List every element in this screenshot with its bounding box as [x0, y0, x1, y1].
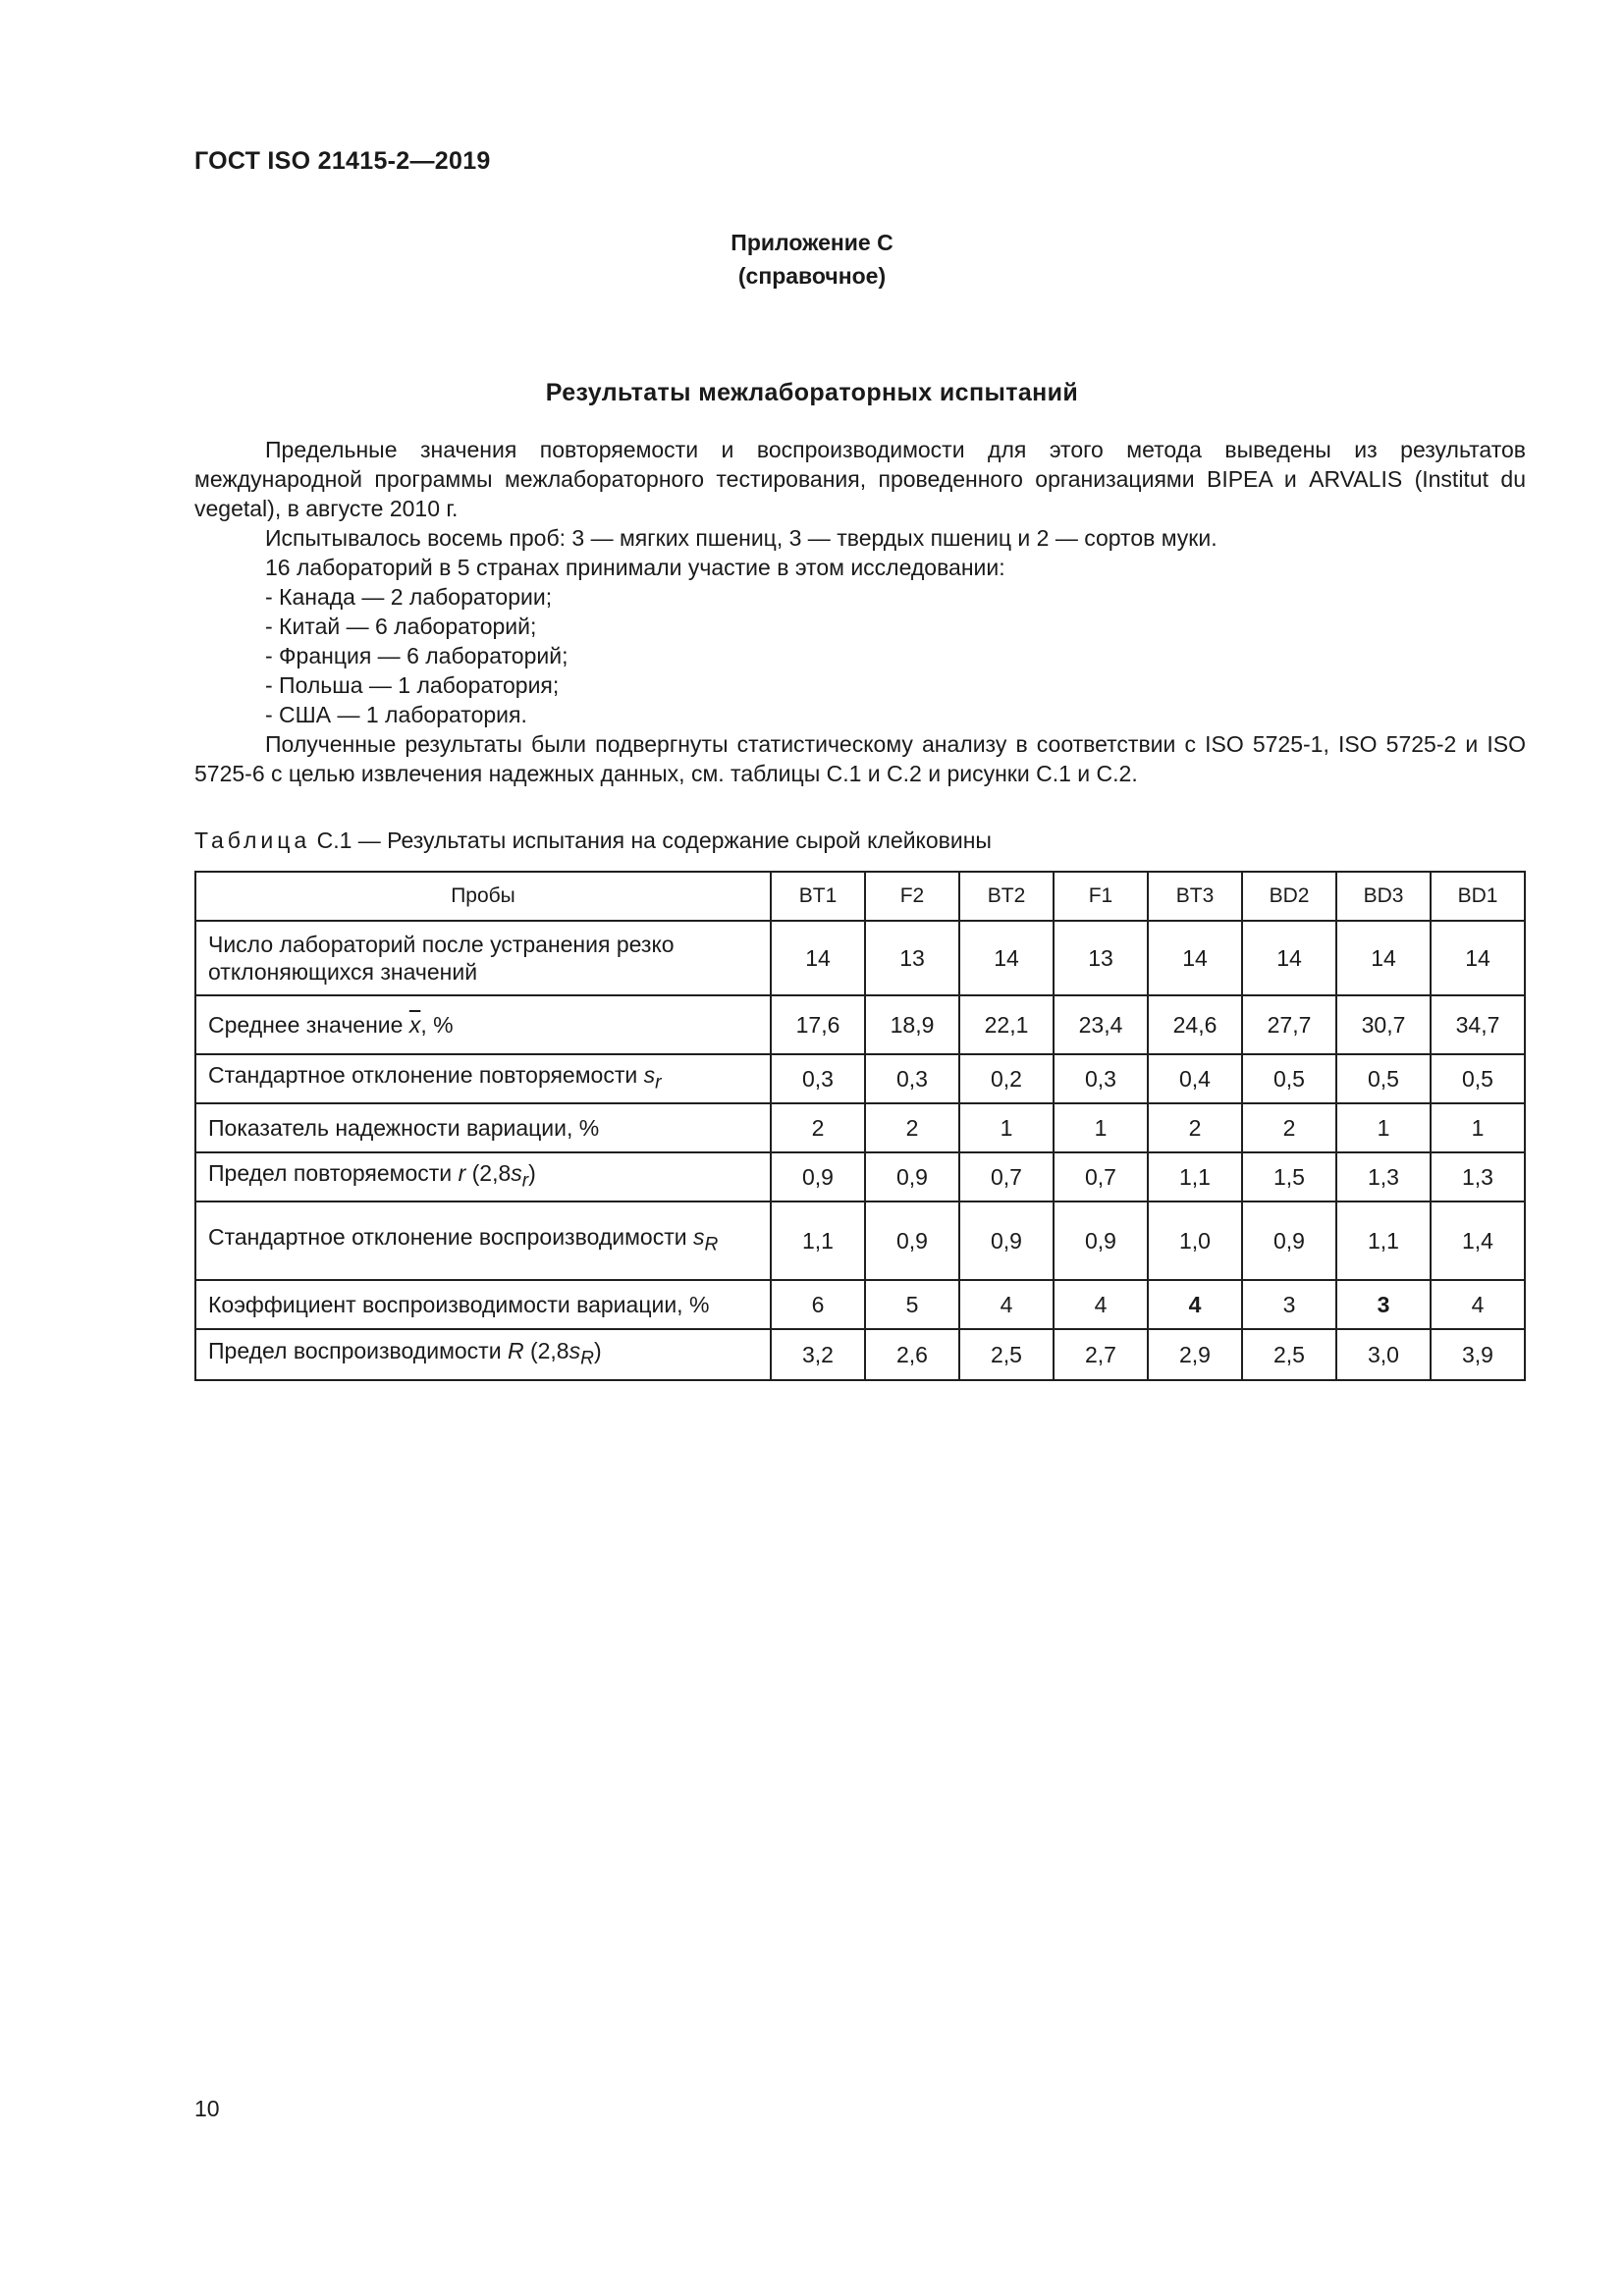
annex-label: Приложение С — [731, 230, 893, 255]
table-row — [195, 921, 1525, 995]
row-label-text: Стандартное отклонение повторяемости — [208, 1061, 644, 1088]
table-cell: 14 — [959, 921, 1054, 995]
table-row — [195, 1152, 1525, 1201]
row-label-suffix: ) — [528, 1159, 536, 1186]
table-cell: 4 — [959, 1280, 1054, 1329]
annex-heading — [0, 226, 1624, 293]
row-label: Показатель надежности вариации, % — [195, 1103, 771, 1152]
table-cell: 14 — [771, 921, 865, 995]
table-caption-text: С.1 — Результаты испытания на содержание сырой клейковины — [310, 828, 992, 853]
symbol: s — [511, 1159, 522, 1186]
table-cell: 1 — [1054, 1103, 1148, 1152]
table-cell: 23,4 — [1054, 995, 1148, 1054]
table-cell: 0,9 — [1054, 1201, 1148, 1280]
row-label-suffix: ) — [593, 1337, 602, 1363]
table-cell: 0,9 — [771, 1152, 865, 1201]
table-cell: 0,2 — [959, 1054, 1054, 1103]
table-cell: 0,3 — [771, 1054, 865, 1103]
table-cell: 4 — [1148, 1280, 1242, 1329]
table-cell: 3 — [1242, 1280, 1336, 1329]
table-cell: 5 — [865, 1280, 959, 1329]
column-header: BT2 — [959, 872, 1054, 921]
symbol: r — [458, 1159, 466, 1186]
table-cell: 1,5 — [1242, 1152, 1336, 1201]
table-cell: 2 — [1242, 1103, 1336, 1152]
table-cell: 14 — [1148, 921, 1242, 995]
table-cell: 2,7 — [1054, 1329, 1148, 1380]
table-cell: 6 — [771, 1280, 865, 1329]
table-cell: 1,3 — [1431, 1152, 1525, 1201]
table-cell: 1,1 — [1336, 1201, 1431, 1280]
subscript: r — [655, 1072, 662, 1094]
table-cell: 0,3 — [865, 1054, 959, 1103]
mean-symbol: $\overline{x}$ — [408, 1012, 421, 1038]
table-cell: 4 — [1431, 1280, 1525, 1329]
table-caption-word: Таблица — [194, 828, 311, 853]
table-caption — [194, 828, 992, 854]
table-cell: 14 — [1242, 921, 1336, 995]
row-label — [195, 1329, 771, 1380]
symbol: R — [507, 1337, 524, 1363]
table-cell: 1,0 — [1148, 1201, 1242, 1280]
table-cell: 0,7 — [959, 1152, 1054, 1201]
row-label-text: Предел воспроизводимости — [208, 1337, 508, 1363]
column-header: F1 — [1054, 872, 1148, 921]
table-cell: 3,2 — [771, 1329, 865, 1380]
table-cell: 0,5 — [1431, 1054, 1525, 1103]
paragraph-2: Испытывалось восемь проб: 3 — мягких пшениц, 3 — твердых пшениц и 2 — сортов муки. — [265, 525, 1218, 551]
table-cell: 22,1 — [959, 995, 1054, 1054]
table-cell: 2 — [865, 1103, 959, 1152]
body-text — [194, 435, 1526, 788]
table-cell: 0,9 — [959, 1201, 1054, 1280]
table-cell: 2 — [771, 1103, 865, 1152]
list-item: - США — 1 лаборатория. — [265, 702, 527, 727]
symbol: s — [693, 1223, 705, 1250]
annex-type: (справочное) — [737, 263, 887, 289]
table-cell: 1,1 — [771, 1201, 865, 1280]
row-label-mid: (2,8 — [465, 1159, 512, 1186]
table-row — [195, 1201, 1525, 1280]
table-cell: 3,0 — [1336, 1329, 1431, 1380]
table-cell: 24,6 — [1148, 995, 1242, 1054]
column-header: BD1 — [1431, 872, 1525, 921]
column-header: F2 — [865, 872, 959, 921]
paragraph-3: 16 лабораторий в 5 странах принимали участие в этом исследовании: — [265, 555, 1005, 580]
table-row — [195, 995, 1525, 1054]
table-row — [195, 1280, 1525, 1329]
table-cell: 0,9 — [865, 1201, 959, 1280]
table-cell: 3,9 — [1431, 1329, 1525, 1380]
paragraph-1: Предельные значения повторяемости и воспроизводимости для этого метода выведены из результатов международной программы межлабораторного тестирования, проведенного организациями BIPEA и ARVALIS (Institut du vegetal), в августе 2010 г. — [194, 437, 1526, 521]
standard-header: ГОСТ ISO 21415-2—2019 — [194, 147, 491, 175]
table-cell: 2,5 — [1242, 1329, 1336, 1380]
table-cell: 0,5 — [1242, 1054, 1336, 1103]
table-cell: 4 — [1054, 1280, 1148, 1329]
table-cell: 14 — [1431, 921, 1525, 995]
list-item: - Франция — 6 лабораторий; — [265, 643, 568, 668]
row-label: Число лабораторий после устранения резко отклоняющихся значений — [195, 921, 771, 995]
list-item: - Китай — 6 лабораторий; — [265, 614, 537, 639]
table-cell: 1,3 — [1336, 1152, 1431, 1201]
row-label: Коэффициент воспроизводимости вариации, % — [195, 1280, 771, 1329]
header-samples: Пробы — [195, 872, 771, 921]
table-row — [195, 1054, 1525, 1103]
table-cell: 1,1 — [1148, 1152, 1242, 1201]
table-cell: 27,7 — [1242, 995, 1336, 1054]
table-cell: 30,7 — [1336, 995, 1431, 1054]
subscript: R — [704, 1234, 719, 1255]
row-label-text: Предел повторяемости — [208, 1159, 459, 1186]
table-header-row — [195, 872, 1525, 921]
table-cell: 18,9 — [865, 995, 959, 1054]
table-cell: 17,6 — [771, 995, 865, 1054]
column-header: BT3 — [1148, 872, 1242, 921]
list-item: - Польша — 1 лаборатория; — [265, 672, 560, 698]
table-cell: 2,5 — [959, 1329, 1054, 1380]
table-cell: 34,7 — [1431, 995, 1525, 1054]
table-cell: 13 — [865, 921, 959, 995]
table-cell: 2 — [1148, 1103, 1242, 1152]
table-row — [195, 1103, 1525, 1152]
column-header: BT1 — [771, 872, 865, 921]
subscript: r — [521, 1170, 529, 1192]
row-label-mid: (2,8 — [523, 1337, 569, 1363]
table-cell: 14 — [1336, 921, 1431, 995]
table-cell: 0,3 — [1054, 1054, 1148, 1103]
table-cell: 0,4 — [1148, 1054, 1242, 1103]
row-label — [195, 995, 771, 1054]
table-cell: 0,7 — [1054, 1152, 1148, 1201]
symbol: s — [568, 1337, 581, 1363]
table-cell: 1 — [1431, 1103, 1525, 1152]
table-cell: 2,9 — [1148, 1329, 1242, 1380]
page-number: 10 — [194, 2096, 220, 2121]
table-cell: 0,9 — [1242, 1201, 1336, 1280]
table-cell: 1 — [1336, 1103, 1431, 1152]
table-cell: 0,5 — [1336, 1054, 1431, 1103]
symbol: s — [643, 1061, 656, 1088]
column-header: BD3 — [1336, 872, 1431, 921]
row-label — [195, 1054, 771, 1103]
table-cell: 2,6 — [865, 1329, 959, 1380]
list-item: - Канада — 2 лаборатории; — [265, 584, 553, 610]
table-cell: 1,4 — [1431, 1201, 1525, 1280]
column-header: BD2 — [1242, 872, 1336, 921]
table-cell: 1 — [959, 1103, 1054, 1152]
row-label-text: Стандартное отклонение воспроизводимости — [208, 1223, 693, 1250]
results-table — [194, 871, 1526, 1381]
table-row — [195, 1329, 1525, 1380]
row-label — [195, 1201, 771, 1280]
row-label-suffix: , % — [420, 1012, 454, 1038]
row-label — [195, 1152, 771, 1201]
row-label-text: Среднее значение — [208, 1012, 409, 1038]
table-cell: 3 — [1336, 1280, 1431, 1329]
paragraph-4: Полученные результаты были подвергнуты статистическому анализу в соответствии с ISO 5725-1, ISO 5725-2 и ISO 5725-6 с целью извлечения надежных данных, см. таблицы С.1 и С.2 и рисунки С.1 и С.2. — [194, 731, 1526, 786]
section-title: Результаты межлабораторных испытаний — [545, 379, 1079, 406]
subscript: R — [580, 1348, 594, 1369]
table-cell: 0,9 — [865, 1152, 959, 1201]
table-cell: 13 — [1054, 921, 1148, 995]
